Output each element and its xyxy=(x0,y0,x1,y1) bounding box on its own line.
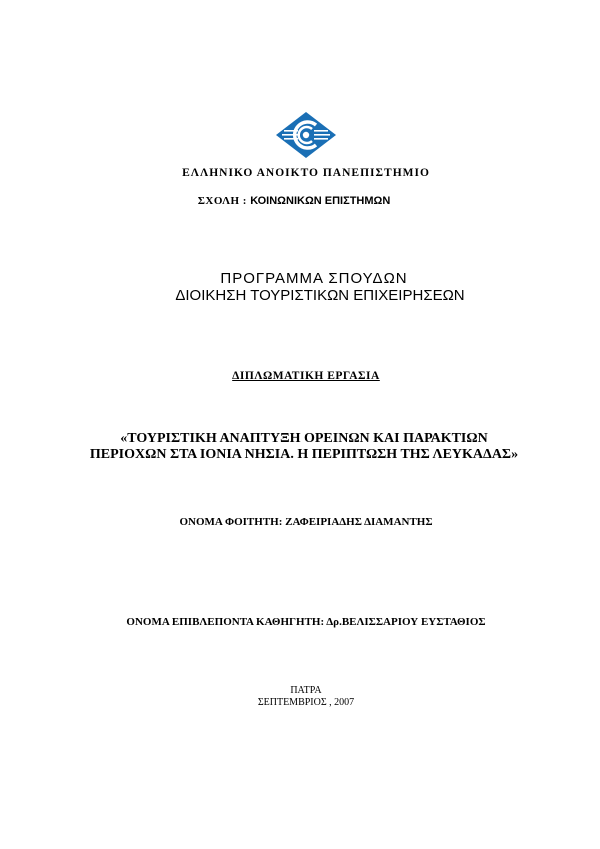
school-name: ΚΟΙΝΩΝΙΚΩΝ ΕΠΙΣΤΗΜΩΝ xyxy=(250,195,391,207)
program-label: ΠΡΟΓΡΑΜΜΑ ΣΠΟΥΔΩΝ xyxy=(220,270,408,287)
student-name: ΟΝΟΜΑ ΦΟΙΤΗΤΗ: ΖΑΦΕΙΡΙΑΔΗΣ ΔΙΑΜΑΝΤΗΣ xyxy=(179,516,433,528)
school-prefix: ΣΧΟΛΗ : xyxy=(197,195,251,207)
school-line xyxy=(0,195,594,207)
supervisor-name: ΟΝΟΜΑ ΕΠΙΒΛΕΠΟΝΤΑ ΚΑΘΗΓΗΤΗ: Δρ.ΒΕΛΙΣΣΑΡΙΟΥ ΕΥΣΤΑΘΙΟΣ xyxy=(126,616,486,628)
university-name: ΕΛΛΗΝΙΚΟ ΑΝΟΙΚΤΟ ΠΑΝΕΠΙΣΤΗΜΙΟ xyxy=(182,167,430,179)
date: ΣΕΠΤΕΜΒΡΙΟΣ , 2007 xyxy=(257,697,355,708)
university-logo-icon xyxy=(276,112,336,158)
thesis-title-line-1: «ΤΟΥΡΙΣΤΙΚΗ ΑΝΑΠΤΥΞΗ ΟΡΕΙΝΩΝ ΚΑΙ ΠΑΡΑΚΤΙΩΝ xyxy=(120,431,488,446)
thesis-label: ΔΙΠΛΩΜΑΤΙΚΗ ΕΡΓΑΣΙΑ xyxy=(232,370,380,382)
city: ΠΑΤΡΑ xyxy=(290,685,322,696)
thesis-title-line-2: ΠΕΡΙΟΧΩΝ ΣΤΑ ΙΟΝΙΑ ΝΗΣΙΑ. Η ΠΕΡΙΠΤΩΣΗ ΤΗΣ ΛΕΥΚΑΔΑΣ» xyxy=(89,447,519,462)
program-name: ΔΙΟΙΚΗΣΗ ΤΟΥΡΙΣΤΙΚΩΝ ΕΠΙΧΕΙΡΗΣΕΩΝ xyxy=(175,287,465,304)
